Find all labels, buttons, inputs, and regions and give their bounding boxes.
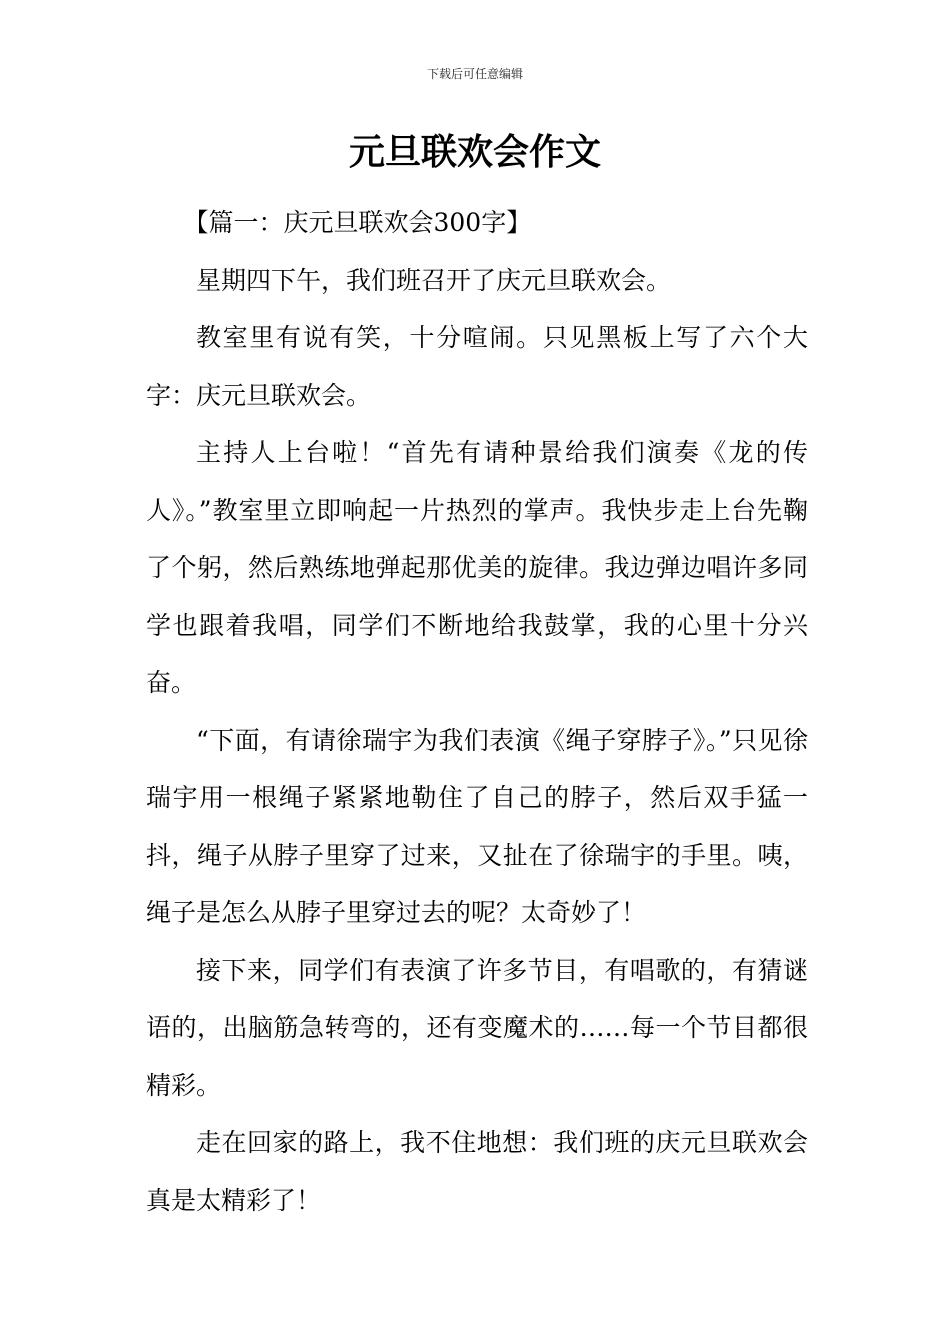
- paragraph: 接下来，同学们有表演了许多节目，有唱歌的，有猜谜语的，出脑筋急转弯的，还有变魔术的……每一个节目都很精彩。: [146, 955, 808, 1100]
- document-body: [146, 194, 808, 1229]
- paragraph: 走在回家的路上，我不住地想：我们班的庆元旦联欢会真是太精彩了！: [146, 1128, 808, 1215]
- page-header-note: 下载后可任意编辑: [426, 67, 523, 81]
- paragraph: 教室里有说有笑，十分喧闹。只见黑板上写了六个大字：庆元旦联欢会。: [146, 323, 808, 410]
- paragraph: 星期四下午，我们班召开了庆元旦联欢会。: [196, 265, 672, 295]
- document-title: 元旦联欢会作文: [348, 132, 601, 173]
- paragraph: 主持人上台啦！“首先有请种景给我们演奏《龙的传人》。”教室里立即响起一片热烈的掌声。我快步走上台先鞠了个躬，然后熟练地弹起那优美的旋律。我边弹边唱许多同学也跟着我唱，同学们不断地给我鼓掌，我的心里十分兴奋。: [146, 438, 808, 697]
- paragraph: “下面，有请徐瑞宇为我们表演《绳子穿脖子》。”只见徐瑞宇用一根绳子紧紧地勒住了自己的脖子，然后双手猛一抖，绳子从脖子里穿了过来，又扯在了徐瑞宇的手里。咦，绳子是怎么从脖子里穿过去的呢？太奇妙了！: [146, 725, 808, 927]
- section-heading: 【篇一：庆元旦联欢会300字】: [183, 208, 532, 237]
